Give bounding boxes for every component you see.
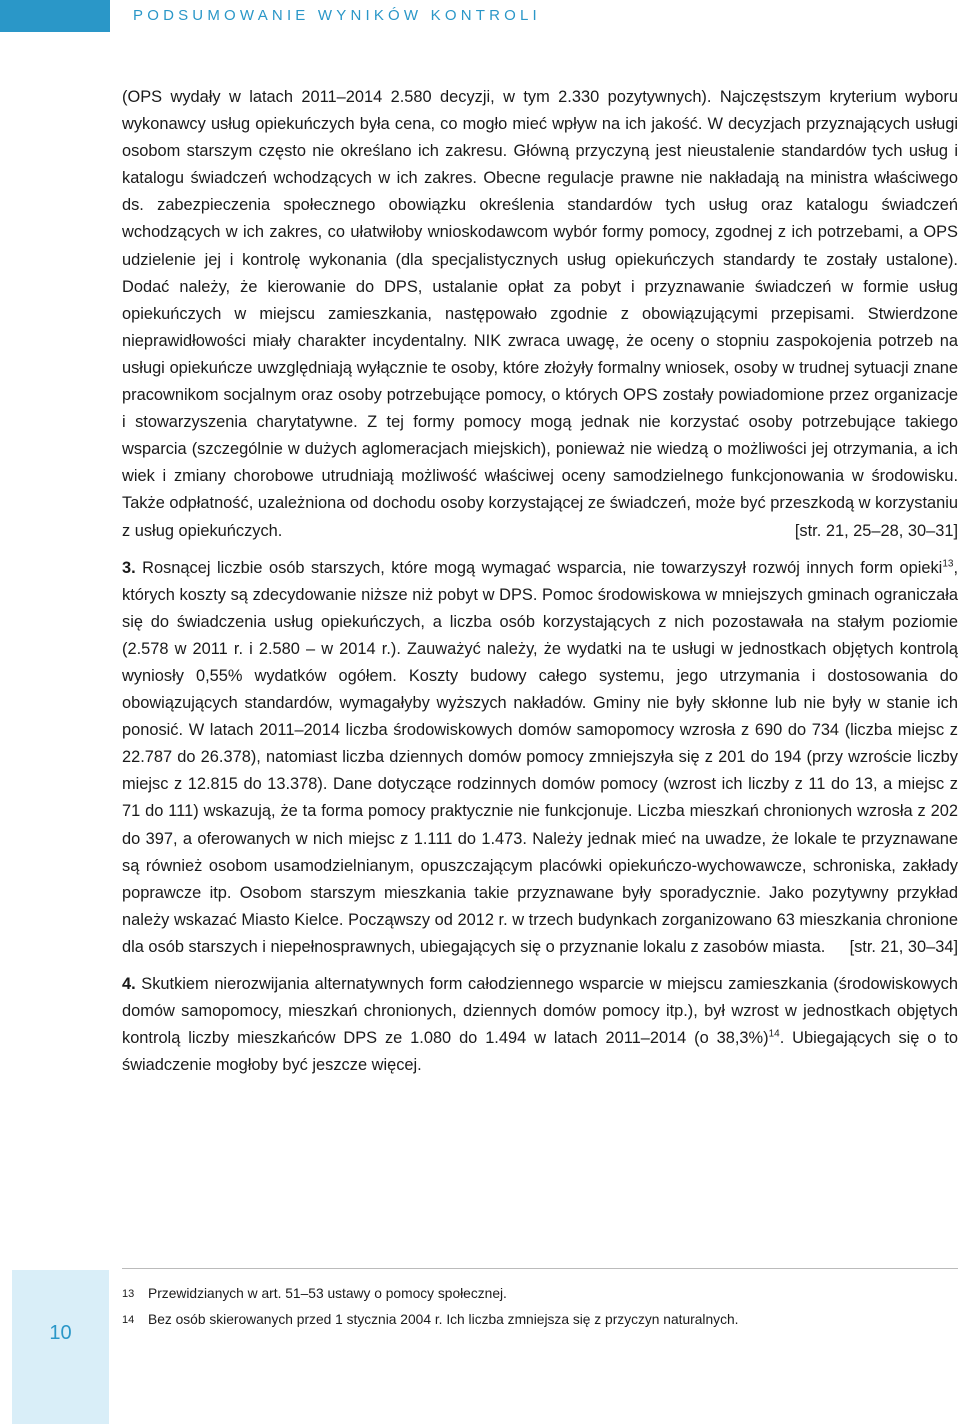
page-reference: [str. 21, 30–34] (849, 937, 958, 956)
header-accent-bar (0, 0, 110, 32)
paragraph-4 (122, 971, 958, 1079)
footnote-marker[interactable]: 13 (942, 558, 954, 570)
footer-divider (122, 1268, 958, 1269)
paragraph-text: (OPS wydały w latach 2011–2014 2.580 decyzji, w tym 2.330 pozytywnych). Najczęstszym kryterium wyboru wykonawcy usług opiekuńczych była cena, co mogło mieć wpływ na ich jakość. W decyzjach przyznających usługi osobom starszym często nie określano ich zakresu. Główną przyczyną jest nieustalenie standardów tych usług i katalogu świadczeń wchodzących w ich zakres. Obecne regulacje prawne nie nakładają na ministra właściwego ds. zabezpieczenia społecznego obowiązku określenia standardów tych usług oraz katalogu świadczeń wchodzących w ich zakres, co ułatwiłoby wnioskodawcom wybór formy pomocy, zgodnej z ich potrzebami, a OPS udzielenie jej i kontrolę wykonania (dla specjalistycznych usług opiekuńczych standardy te zostały ustalone). Dodać należy, że kierowanie do DPS, ustalanie opłat za pobyt i przyznawanie świadczeń w formie usług opiekuńczych w miejscu zamieszkania, następowało zgodnie z obowiązującymi przepisami. Stwierdzone nieprawidłowości miały charakter incydentalny. NIK zwraca uwagę, że oceny o stopniu zaspokojenia potrzeb na usługi opiekuńcze uwzględniają wyłącznie te osoby, które złożyły formalny wniosek, osoby w trudnej sytuacji znane pracownikom socjalnym oraz osoby potrzebujące pomocy, o których OPS zostały powiadomione przez organizacje i stowarzyszenia charytatywne. Z tej formy pomocy mogą jednak nie korzystać osoby potrzebujące takiego wsparcia (szczególnie w dużych aglomeracjach miejskich), ponieważ nie wiedzą o możliwości jej otrzymania, a ich wiek i zmiany chorobowe utrudniają możliwość właściwej oceny samodzielnego funkcjonowania w środowisku. Także odpłatność, uzależniona od dochodu osoby korzystającej ze świadczeń, może być przeszkodą w korzystaniu z usług opiekuńczych. (122, 88, 958, 540)
footnote-text: Bez osób skierowanych przed 1 stycznia 2004 r. Ich liczba zmniejsza się z przyczyn naturalnych. (148, 1312, 739, 1327)
paragraph-text-a: Rosnącej liczbie osób starszych, które mogą wymagać wsparcia, nie towarzyszył rozwój innych form opieki (142, 558, 943, 577)
footnote (122, 1281, 958, 1307)
page-reference: [str. 21, 25–28, 30–31] (794, 521, 958, 540)
main-text (122, 84, 958, 1079)
paragraph-number: 4. (122, 975, 136, 993)
paragraph-text-a: Skutkiem nierozwijania alternatywnych form całodziennego wsparcie w miejscu zamieszkania (środowiskowych domów samopomocy, mieszkań chronionych, dziennych domów pomocy itp.), był wzrost w jednostkach objętych kontrolą liczby mieszkańców DPS ze 1.080 do 1.494 w latach 2011–2014 (o 38,3%) (122, 975, 958, 1048)
footnote (122, 1307, 958, 1333)
paragraph-number: 3. (122, 558, 136, 577)
paragraph-text-b: , których koszty są zdecydowanie niższe niż pobyt w DPS. Pomoc środowiskowa w mniejszych gminach ograniczała się do świadczenia usług opiekuńczych, a liczba osób korzystających z nich pozostawała na stałym poziomie (2.578 w 2011 r. i 2.580 – w 2014 r.). Zauważyć należy, że wydatki na te usługi w jednostkach objętych kontrolą wyniosły 0,55% wydatków ogółem. Koszty budowy całego systemu, jego utrzymania i dostosowania do obowiązujących standardów, wymagałyby wyższych nakładów. Gminy nie były skłonne lub nie były w stanie ich ponosić. W latach 2011–2014 liczba środowiskowych domów samopomocy wzrosła z 690 do 734 (liczba miejsc z 22.787 do 26.378), natomiast liczba dziennych domów pomocy zmniejszyła się z 201 do 194 (przy wzroście liczby miejsc z 12.815 do 13.378). Dane dotyczące rodzinnych domów pomocy (wzrost ich liczby z 11 do 13, a miejsc z 71 do 111) wskazują, że ta forma pomocy praktycznie nie funkcjonuje. Liczba mieszkań chronionych wzrosła z 202 do 397, a oferowanych w nich miejsc z 1.111 do 1.473. Należy jednak mieć na uwadze, że lokale te przyznawane są również osobom usamodzielnianym, opuszczającym placówki opiekuńczo-wychowawcze, schroniska, zakłady poprawcze itp. Osobom starszym mieszkania takie przyznawane były sporadycznie. Jako pozytywny przykład należy wskazać Miasto Kielce. Począwszy od 2012 r. w trzech budynkach zorganizowano 63 mieszkania chronione dla osób starszych i niepełnosprawnych, ubiegających się o przyznanie lokalu z zasobów miasta. (122, 558, 958, 956)
paragraph-3 (122, 555, 958, 961)
paragraph-continued (122, 84, 958, 545)
paragraph-text-b: . Ubiegających się o to świadczenie mogłoby być jeszcze więcej. (122, 1029, 958, 1075)
page-number-box (12, 1270, 109, 1424)
footnotes (122, 1281, 958, 1333)
footnote-text: Przewidzianych w art. 51–53 ustawy o pomocy społecznej. (148, 1286, 507, 1301)
footnote-number: 13 (122, 1288, 135, 1300)
footnote-marker[interactable]: 14 (768, 1028, 780, 1040)
page-number: 10 (49, 1322, 72, 1344)
section-header-title: PODSUMOWANIE WYNIKÓW KONTROLI (133, 7, 541, 24)
footnote-number: 14 (122, 1314, 135, 1326)
